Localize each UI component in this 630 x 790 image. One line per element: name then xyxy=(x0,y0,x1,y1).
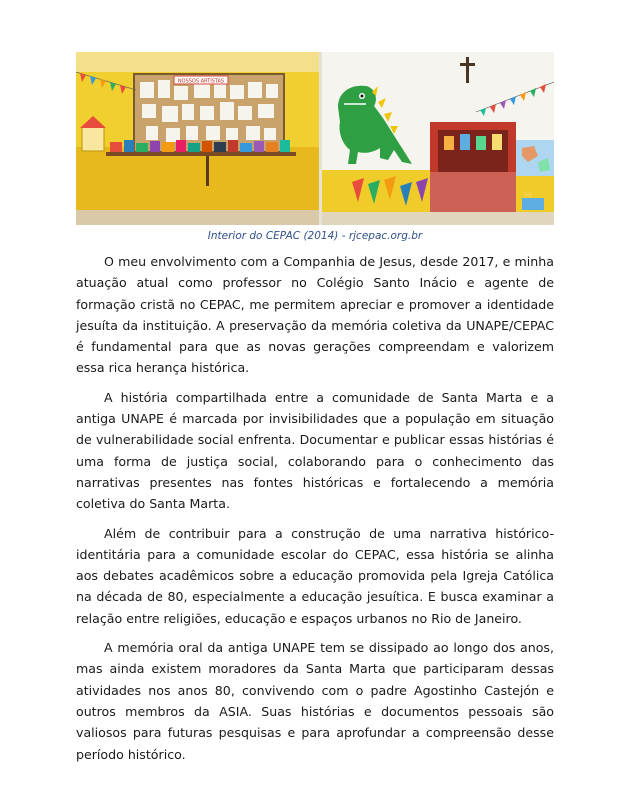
classroom-photo xyxy=(76,52,554,225)
body-text xyxy=(76,251,554,773)
paragraph-1: O meu envolvimento com a Companhia de Jesus, desde 2017, e minha atuação atual como professor no Colégio Santo Inácio e agente de formação cristã no CEPAC, me permitem apreciar e promover a identidade jesuíta da instituição. A preservação da memória coletiva da UNAPE/CEPAC é fundamental para que as novas gerações compreendam e valorizem essa rica herança histórica. xyxy=(76,254,554,376)
photo-banner-text: NOSSOS ARTISTAS xyxy=(177,78,225,85)
paragraph-4: A memória oral da antiga UNAPE tem se dissipado ao longo dos anos, mas ainda existem moradores da Santa Marta que participaram dessas atividades nos anos 80, convivendo com o padre Agostinho Castejón e outros membros da ASIA. Suas histórias e documentos pessoais são valiosos para futuras pesquisas e para aprofundar a compreensão desse período histórico. xyxy=(76,640,554,762)
paragraph-3: Além de contribuir para a construção de uma narrativa histórico-identitária para a comunidade escolar do CEPAC, essa história se alinha aos debates acadêmicos sobre a educação promovida pela Igreja Católica na década de 80, especialmente a educação jesuítica. E busca examinar a relação entre religiões, educação e espaços urbanos no Rio de Janeiro. xyxy=(76,525,554,626)
paragraph-2: A história compartilhada entre a comunidade de Santa Marta e a antiga UNAPE é marcada por invisibilidades que a população em situação de vulnerabilidade social enfrenta. Documentar e publicar essas histórias é uma forma de justiça social, colaborando para o conhecimento das narrativas presentes nas fontes históricas e fortalecendo a memória coletiva do Santa Marta. xyxy=(76,389,554,512)
figure-caption: Interior do CEPAC (2014) - rjcepac.org.br xyxy=(207,230,423,242)
